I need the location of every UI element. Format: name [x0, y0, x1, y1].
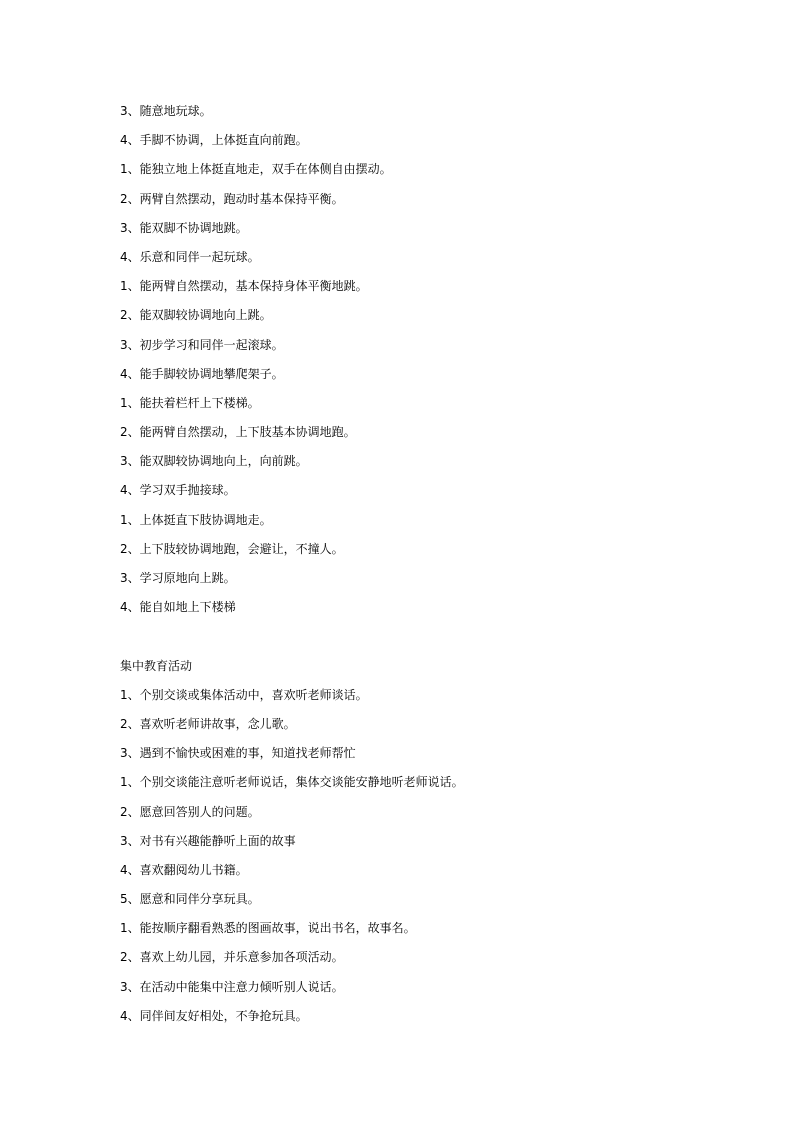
section-education-activities	[120, 656, 740, 1026]
list-item: 3、能双脚较协调地向上，向前跳。	[120, 454, 308, 469]
list-item: 5、愿意和同伴分享玩具。	[120, 892, 260, 907]
list-item: 2、喜欢上幼儿园，并乐意参加各项活动。	[120, 950, 344, 965]
list-item: 4、学习双手抛接球。	[120, 483, 236, 498]
list-item: 2、能两臂自然摆动，上下肢基本协调地跑。	[120, 425, 356, 440]
list-item: 2、喜欢听老师讲故事，念儿歌。	[120, 716, 296, 731]
list-item: 1、能按顺序翻看熟悉的图画故事，说出书名，故事名。	[120, 921, 416, 936]
list-item: 2、上下肢较协调地跑，会避让，不撞人。	[120, 541, 344, 556]
list-item: 3、随意地玩球。	[120, 104, 212, 118]
list-item: 3、对书有兴趣能静听上面的故事	[120, 833, 296, 848]
list-item: 4、乐意和同伴一起玩球。	[120, 249, 260, 264]
list-item: 4、能自如地上下楼梯	[120, 600, 236, 615]
list-item: 1、个别交谈能注意听老师说话，集体交谈能安静地听老师说话。	[120, 775, 464, 790]
list-item: 3、学习原地向上跳。	[120, 571, 236, 585]
list-item: 4、能手脚较协调地攀爬架子。	[120, 366, 284, 381]
section-spacer	[120, 626, 740, 655]
list-item: 2、两臂自然摆动，跑动时基本保持平衡。	[120, 191, 344, 206]
list-item: 4、同伴间友好相处，不争抢玩具。	[120, 1008, 308, 1023]
list-item: 4、喜欢翻阅幼儿书籍。	[120, 862, 248, 877]
list-item: 3、遇到不愉快或困难的事，知道找老师帮忙	[120, 746, 356, 761]
list-item: 1、个别交谈或集体活动中，喜欢听老师谈话。	[120, 687, 368, 702]
list-item: 1、能扶着栏杆上下楼梯。	[120, 395, 260, 410]
list-item: 4、手脚不协调，上体挺直向前跑。	[120, 133, 308, 148]
list-item: 3、初步学习和同伴一起滚球。	[120, 337, 284, 352]
list-item: 2、能双脚较协调地向上跳。	[120, 308, 272, 323]
section-heading: 集中教育活动	[120, 658, 193, 673]
list-item: 1、上体挺直下肢协调地走。	[120, 512, 272, 527]
section-goals-list	[120, 101, 740, 617]
list-item: 2、愿意回答别人的问题。	[120, 804, 260, 819]
list-item: 1、能两臂自然摆动，基本保持身体平衡地跳。	[120, 279, 368, 294]
list-item: 1、能独立地上体挺直地走，双手在体侧自由摆动。	[120, 162, 392, 177]
document-body	[120, 101, 740, 1035]
list-item: 3、能双脚不协调地跳。	[120, 220, 248, 235]
list-item: 3、在活动中能集中注意力倾听别人说话。	[120, 979, 344, 994]
